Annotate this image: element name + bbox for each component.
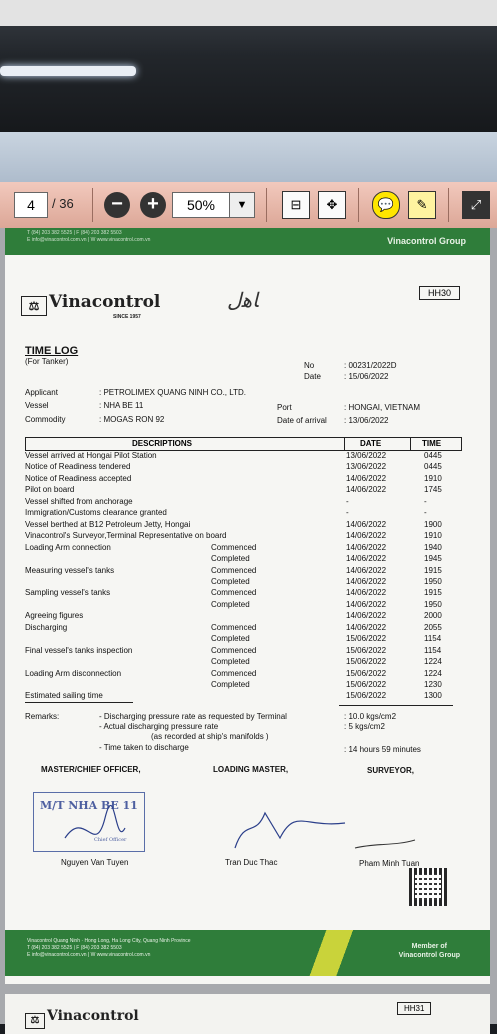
footer-contact-lines: Vinacontrol Quang Ninh · Hong Long, Ha Long City, Quang Ninh Province T (84) 203 382 5525 | F (84) 203 382 5503 E info@vinacontrol.com.vn | W www.vinacontrol.com.vn — [27, 938, 191, 958]
row-description: Notice of Readiness tendered — [25, 462, 131, 472]
row-time: 1910 — [424, 473, 442, 483]
row-status: Commenced — [211, 622, 257, 632]
doc-title: TIME LOG — [25, 345, 79, 357]
row-status: Commenced — [211, 645, 257, 655]
next-page-form-code: HH31 — [397, 1002, 431, 1015]
commodity-value: : MOGAS RON 92 — [99, 415, 165, 424]
row-date: 14/06/2022 — [346, 611, 387, 621]
row-date: 14/06/2022 — [346, 599, 387, 609]
row-time: 2055 — [424, 622, 442, 632]
footer-member-line2: Vinacontrol Group — [398, 952, 460, 959]
remark-4-value: : 14 hours 59 minutes — [344, 745, 421, 754]
pdf-viewer-window — [0, 132, 497, 1024]
qr-code — [409, 868, 447, 906]
row-status: Commenced — [211, 588, 257, 598]
row-time: 1950 — [424, 576, 442, 586]
underline-sailing — [25, 702, 133, 703]
row-description: Vessel arrived at Hongai Pilot Station — [25, 451, 157, 460]
toolbar-divider — [358, 188, 359, 222]
row-date: 14/06/2022 — [346, 588, 387, 598]
underline-date-time — [339, 705, 453, 706]
signature-name-loading-master: Tran Duc Thac — [225, 858, 278, 867]
row-date: 15/06/2022 — [346, 668, 387, 678]
screen-glare — [0, 66, 136, 76]
row-description: Sampling vessel's tanks — [25, 588, 111, 598]
row-date: 15/06/2022 — [346, 634, 387, 644]
logo-text: Vinacontrol — [49, 292, 161, 312]
zoom-in-button[interactable]: + — [140, 192, 166, 218]
date-label: Date — [304, 372, 321, 381]
port-value: : HONGAI, VIETNAM — [344, 403, 421, 412]
row-date: 14/06/2022 — [346, 576, 387, 586]
pdf-toolbar — [0, 182, 497, 228]
row-date: 14/06/2022 — [346, 622, 387, 632]
vessel-label: Vessel — [25, 401, 49, 410]
zoom-level-input[interactable]: 50% — [172, 192, 230, 218]
row-status: Completed — [211, 657, 250, 667]
row-date: 14/06/2022 — [346, 519, 387, 529]
row-description: Vessel shifted from anchorage — [25, 496, 133, 506]
row-time: 1224 — [424, 668, 442, 678]
col-divider — [344, 438, 345, 450]
col-time: TIME — [422, 439, 442, 448]
row-description: Estimated sailing time — [25, 691, 103, 701]
signature-title-surveyor: SURVEYOR, — [367, 766, 414, 775]
footer-member — [399, 942, 460, 960]
no-value: : 00231/2022D — [344, 361, 397, 370]
row-date: - — [346, 496, 349, 506]
row-date: 15/06/2022 — [346, 680, 387, 689]
row-time: 1230 — [424, 680, 442, 689]
header-band — [5, 228, 490, 255]
row-time: - — [424, 496, 427, 506]
row-date: 14/06/2022 — [346, 531, 387, 541]
no-label: No — [304, 361, 315, 370]
footer-member-line1: Member of — [411, 943, 448, 950]
signature-title-loading-master: LOADING MASTER, — [213, 765, 289, 774]
row-time: 1745 — [424, 485, 442, 495]
row-description: Immigration/Customs clearance granted — [25, 508, 167, 518]
applicant-value: : PETROLIMEX QUANG NINH CO., LTD. — [99, 388, 246, 397]
row-time: 1154 — [424, 634, 442, 644]
row-status: Completed — [211, 680, 250, 689]
row-time: 1945 — [424, 554, 442, 564]
header-group-name: Vinacontrol Group — [387, 236, 466, 246]
remark-3: (as recorded at ship's manifolds ) — [151, 732, 269, 741]
fit-width-icon[interactable]: ✥ — [318, 191, 346, 219]
remarks-label: Remarks: — [25, 712, 60, 721]
remark-4: - Time taken to discharge — [99, 743, 189, 752]
row-date: - — [346, 508, 349, 518]
row-status: Completed — [211, 554, 250, 564]
row-status: Commenced — [211, 565, 257, 575]
row-time: 1915 — [424, 588, 442, 598]
row-status: Commenced — [211, 542, 257, 552]
footer-band — [5, 930, 490, 976]
header-contact-lines: T (84) 203 382 5525 | F (84) 203 382 5503 E info@vinacontrol.com.vn | W www.vinacontrol.com.vn — [27, 230, 151, 243]
applicant-label: Applicant — [25, 388, 58, 397]
row-date: 15/06/2022 — [346, 691, 387, 701]
row-description: Vinacontrol's Surveyor,Terminal Representative on board — [25, 531, 227, 541]
row-date: 13/06/2022 — [346, 451, 387, 460]
remark-1-value: : 10.0 kgs/cm2 — [344, 712, 397, 721]
monitor-bezel — [0, 0, 497, 140]
logo-since: SINCE 1957 — [113, 314, 141, 320]
next-page-logo — [25, 1008, 139, 1029]
stamp-sub: Chief Officer — [94, 837, 127, 843]
row-description: Pilot on board — [25, 485, 75, 495]
pdf-page — [5, 228, 490, 984]
row-time: 2000 — [424, 611, 442, 621]
row-description: Final vessel's tanks inspection — [25, 645, 133, 655]
col-descriptions: DESCRIPTIONS — [132, 439, 193, 448]
row-description: Loading Arm connection — [25, 542, 111, 552]
initial-signature: ﺎﻫل — [227, 288, 259, 312]
row-time: 1224 — [424, 657, 442, 667]
row-time: 1950 — [424, 599, 442, 609]
vessel-value: : NHA BE 11 — [99, 401, 144, 410]
next-page-logo-text: Vinacontrol — [47, 1008, 139, 1024]
row-description: Agreeing figures — [25, 611, 84, 621]
remark-2: - Actual discharging pressure rate — [99, 722, 219, 731]
row-time: - — [424, 508, 427, 518]
row-time: 0445 — [424, 451, 442, 460]
col-date: DATE — [360, 439, 382, 448]
document-area[interactable] — [0, 228, 497, 1024]
col-divider — [410, 438, 411, 450]
page-total-label: / 36 — [52, 196, 74, 211]
doc-subtitle: (For Tanker) — [25, 357, 69, 366]
commodity-label: Commodity — [25, 415, 66, 424]
port-label: Port — [277, 403, 292, 412]
logo-emblem-icon: ⚖ — [25, 1013, 45, 1029]
row-time: 1900 — [424, 519, 442, 529]
row-time: 1940 — [424, 542, 442, 552]
remark-1: - Discharging pressure rate as requested by Terminal — [99, 712, 287, 721]
row-date: 14/06/2022 — [346, 473, 387, 483]
zoom-dropdown-button[interactable]: ▼ — [229, 192, 255, 218]
row-description: Discharging — [25, 622, 68, 632]
row-time: 1154 — [424, 645, 442, 655]
background-wall — [0, 0, 497, 26]
fullscreen-icon[interactable]: ⤢ — [462, 191, 490, 219]
footer-accent — [305, 930, 395, 976]
logo-emblem-icon: ⚖ — [21, 296, 47, 316]
table-header — [25, 437, 462, 451]
row-date: 13/06/2022 — [346, 462, 387, 472]
fit-page-icon[interactable]: ⊟ — [282, 191, 310, 219]
row-description: Loading Arm disconnection — [25, 668, 122, 678]
arrival-value: : 13/06/2022 — [344, 416, 389, 425]
toolbar-divider — [92, 188, 93, 222]
row-time: 1915 — [424, 565, 442, 575]
row-date: 15/06/2022 — [346, 645, 387, 655]
signature-name-master: Nguyen Van Tuyen — [61, 858, 129, 867]
form-code: HH30 — [419, 286, 460, 300]
row-date: 14/06/2022 — [346, 542, 387, 552]
row-description: Notice of Readiness accepted — [25, 473, 132, 483]
page-number-input[interactable]: 4 — [14, 192, 48, 218]
row-date: 14/06/2022 — [346, 565, 387, 575]
signature-name-surveyor: Pham Minh Tuan — [359, 859, 420, 868]
zoom-out-button[interactable]: − — [104, 192, 130, 218]
row-time: 0445 — [424, 462, 442, 472]
arrival-label: Date of arrival — [277, 416, 327, 425]
row-time: 1910 — [424, 531, 442, 541]
comment-icon[interactable]: 💬 — [372, 191, 400, 219]
row-time: 1300 — [424, 691, 442, 701]
row-date: 14/06/2022 — [346, 485, 387, 495]
toolbar-divider — [266, 188, 267, 222]
toolbar-divider — [448, 188, 449, 222]
row-date: 15/06/2022 — [346, 657, 387, 667]
next-pdf-page — [5, 994, 490, 1034]
remark-2-value: : 5 kgs/cm2 — [344, 722, 385, 731]
row-status: Completed — [211, 576, 250, 586]
sign-pen-icon[interactable]: ✎ — [408, 191, 436, 219]
stamp-text: M/T NHA BE 11 — [40, 799, 138, 812]
row-status: Commenced — [211, 668, 257, 678]
row-description: Vessel berthed at B12 Petroleum Jetty, Hongai — [25, 519, 191, 529]
date-value: : 15/06/2022 — [344, 372, 389, 381]
row-status: Completed — [211, 599, 250, 609]
row-description: Measuring vessel's tanks — [25, 565, 115, 575]
window-titlebar — [0, 132, 497, 182]
signature-title-master: MASTER/CHIEF OFFICER, — [41, 765, 141, 774]
row-date: 14/06/2022 — [346, 554, 387, 564]
company-logo — [21, 292, 161, 320]
row-status: Completed — [211, 634, 250, 644]
